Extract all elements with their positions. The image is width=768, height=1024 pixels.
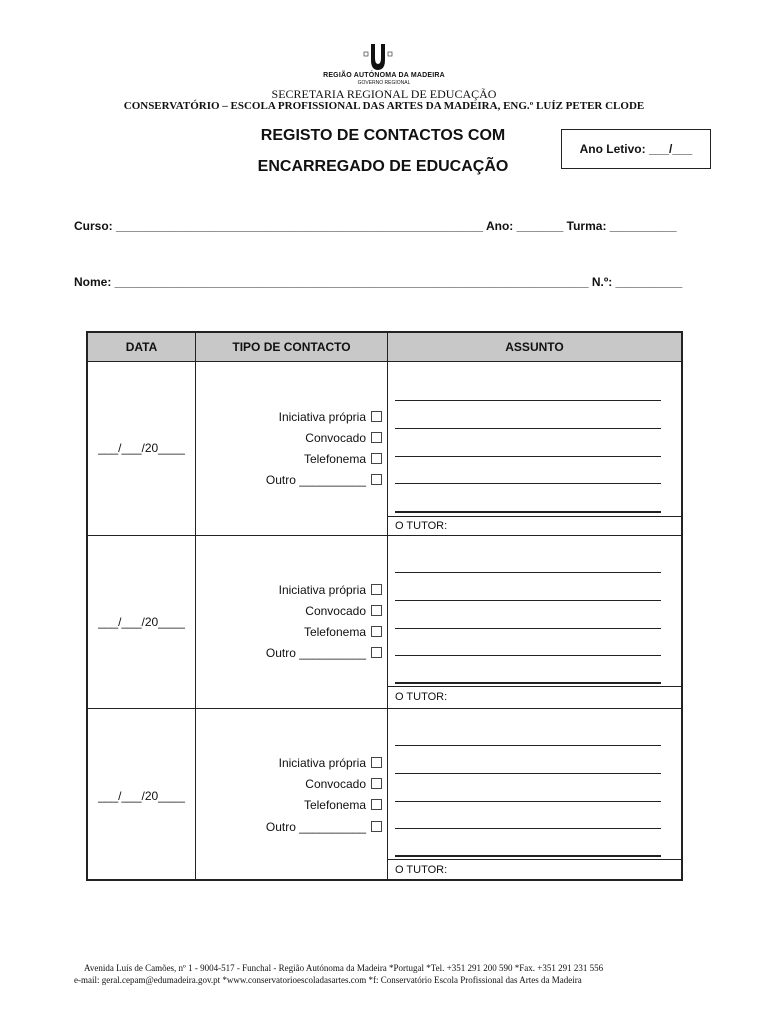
option-label: Outro __________ [265, 473, 366, 487]
option-label: Convocado [305, 777, 366, 791]
checkbox[interactable] [371, 474, 382, 485]
subject-line[interactable] [395, 511, 661, 513]
name-number-field[interactable]: Nome: _______________________________________________________________________ N.º: __________ [74, 275, 683, 289]
option-label: Convocado [305, 604, 366, 618]
header-contact-type: TIPO DE CONTACTO [232, 340, 351, 354]
subject-line[interactable] [395, 801, 661, 802]
subject-line[interactable] [395, 855, 661, 857]
option-other[interactable] [266, 646, 382, 660]
tutor-label: O TUTOR: [395, 520, 448, 532]
subject-line[interactable] [395, 628, 661, 629]
option-summoned[interactable] [305, 431, 382, 445]
subject-line[interactable] [395, 773, 661, 774]
tutor-divider [387, 686, 681, 687]
option-own-initiative[interactable] [279, 410, 382, 424]
date-field[interactable]: ___/___/20____ [98, 441, 185, 455]
option-label: Convocado [305, 431, 366, 445]
checkbox[interactable] [371, 647, 382, 658]
regional-coat-of-arms-icon [360, 42, 396, 72]
subject-line[interactable] [395, 483, 661, 484]
option-label: Telefonema [303, 798, 366, 812]
checkbox[interactable] [371, 605, 382, 616]
subject-line[interactable] [395, 655, 661, 656]
option-label: Iniciativa própria [278, 410, 366, 424]
footer-address: Avenida Luís de Camões, nº 1 - 9004-517 - Funchal - Região Autónoma da Madeira *Portugal *Tel. +351 291 200 590 *Fax. +351 291 231 556 [84, 963, 604, 973]
school-name: CONSERVATÓRIO – ESCOLA PROFISSIONAL DAS ARTES DA MADEIRA, ENG.º LUÍZ PETER CLODE [123, 100, 645, 112]
checkbox[interactable] [371, 453, 382, 464]
checkbox[interactable] [371, 432, 382, 443]
checkbox[interactable] [371, 821, 382, 832]
footer-contacts: e-mail: geral.cepam@edumadeira.gov.pt *www.conservatorioescoladasartes.com *f: Conservatório Escola Profissional das Artes da Madeira [74, 975, 582, 985]
subject-line[interactable] [395, 428, 661, 429]
option-label: Telefonema [303, 625, 366, 639]
option-own-initiative[interactable] [279, 756, 382, 770]
subject-line[interactable] [395, 682, 661, 684]
option-label: Iniciativa própria [278, 583, 366, 597]
subject-line[interactable] [395, 828, 661, 829]
option-summoned[interactable] [305, 777, 382, 791]
table-row [88, 362, 681, 534]
school-year-box[interactable] [561, 129, 711, 169]
option-phone-call[interactable] [304, 452, 382, 466]
option-label: Iniciativa própria [278, 756, 366, 770]
tutor-divider [387, 516, 681, 517]
subject-line[interactable] [395, 600, 661, 601]
subject-line[interactable] [395, 456, 661, 457]
option-other[interactable] [266, 820, 382, 834]
table-header-row [88, 333, 681, 362]
option-phone-call[interactable] [304, 798, 382, 812]
contacts-table [86, 331, 683, 881]
option-label: Outro __________ [265, 646, 366, 660]
option-own-initiative[interactable] [279, 583, 382, 597]
header-subject: ASSUNTO [505, 340, 564, 354]
tutor-label: O TUTOR: [395, 864, 448, 876]
header-date: DATA [125, 340, 158, 354]
checkbox[interactable] [371, 626, 382, 637]
document-title-line2: ENCARREGADO DE EDUCAÇÃO [257, 158, 509, 175]
secretariat-name: SECRETARIA REGIONAL DE EDUCAÇÃO [271, 87, 497, 101]
subject-line[interactable] [395, 745, 661, 746]
tutor-label: O TUTOR: [395, 691, 448, 703]
tutor-divider [387, 859, 681, 860]
course-year-class-field[interactable]: Curso: _______________________________________________________ Ano: _______ Turma: __________ [74, 219, 677, 233]
checkbox[interactable] [371, 584, 382, 595]
checkbox[interactable] [371, 757, 382, 768]
document-title-line1: REGISTO DE CONTACTOS COM [260, 127, 506, 144]
checkbox[interactable] [371, 799, 382, 810]
option-label: Outro __________ [265, 820, 366, 834]
table-row [88, 709, 681, 879]
option-summoned[interactable] [305, 604, 382, 618]
school-year-label: Ano Letivo: ___/___ [579, 142, 693, 156]
option-other[interactable] [266, 473, 382, 487]
option-label: Telefonema [303, 452, 366, 466]
subject-line[interactable] [395, 572, 661, 573]
checkbox[interactable] [371, 778, 382, 789]
date-field[interactable]: ___/___/20____ [98, 789, 185, 803]
subject-line[interactable] [395, 400, 661, 401]
option-phone-call[interactable] [304, 625, 382, 639]
checkbox[interactable] [371, 411, 382, 422]
date-field[interactable]: ___/___/20____ [98, 615, 185, 629]
government-name: GOVERNO REGIONAL [357, 80, 411, 86]
region-name: REGIÃO AUTÓNOMA DA MADEIRA [323, 72, 445, 79]
table-row [88, 536, 681, 707]
